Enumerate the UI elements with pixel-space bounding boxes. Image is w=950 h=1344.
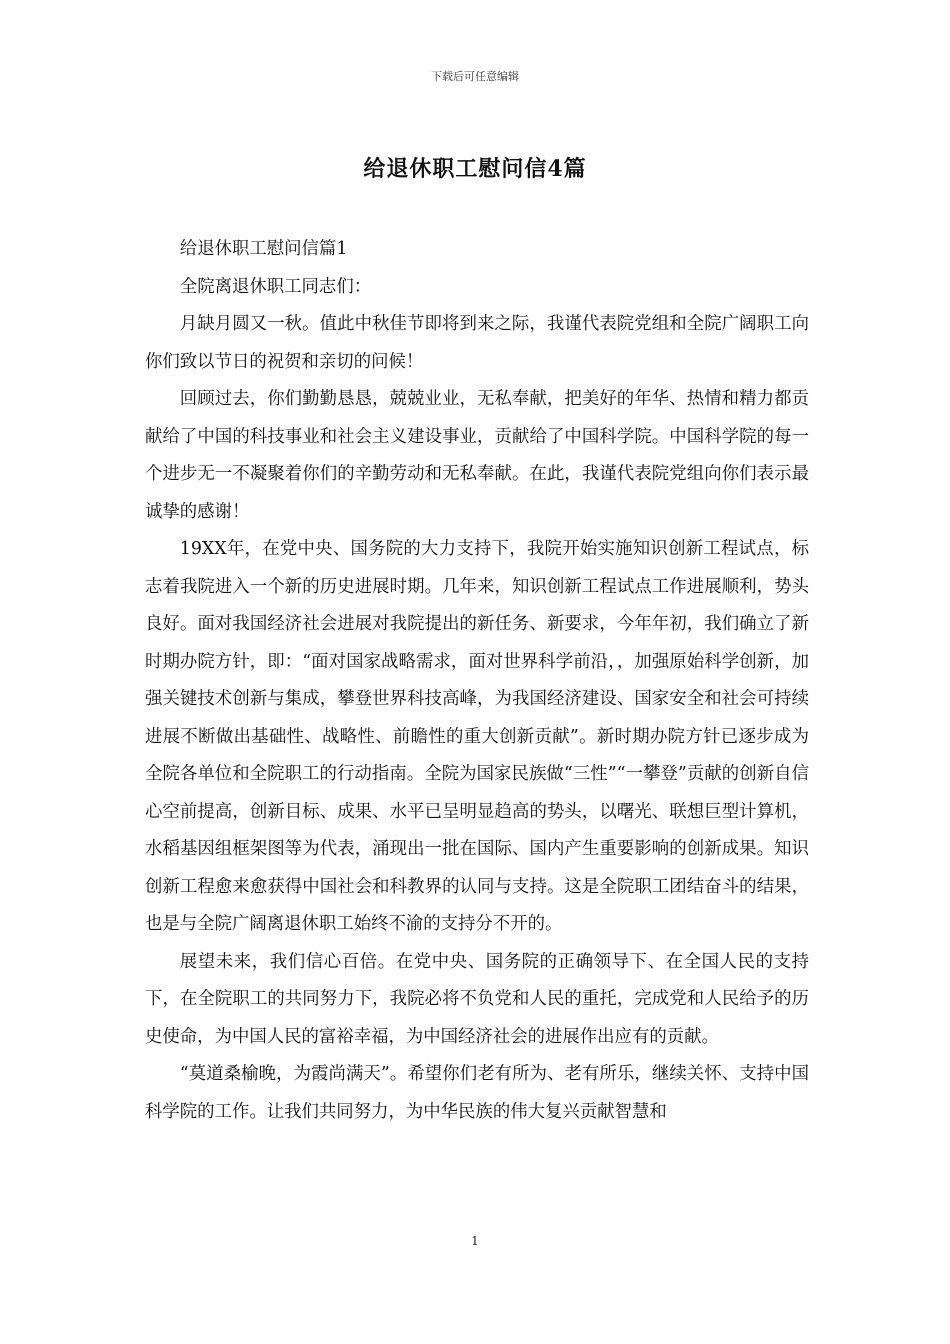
document-title: 给退休职工慰问信4篇 [363,156,587,182]
document-body [145,231,809,1131]
body-paragraph: 回顾过去，你们勤勤恳恳，兢兢业业，无私奉献，把美好的年华、热情和精力都贡献给了中国的科技事业和社会主义建设事业，贡献给了中国科学院。中国科学院的每一个进步无一不凝聚着你们的辛勤劳动和无私奉献。在此，我谨代表院党组向你们表示最诚挚的感谢！ [145,389,809,522]
page-header-note: 下载后可任意编辑 [431,70,519,83]
body-paragraph: 月缺月圆又一秋。值此中秋佳节即将到来之际，我谨代表院党组和全院广阔职工向你们致以节日的祝贺和亲切的问候！ [145,314,809,372]
page-number: 1 [471,1234,479,1248]
section-heading: 给退休职工慰问信篇1 [179,239,348,259]
body-paragraph: “莫道桑榆晚，为霞尚满天”。希望你们老有所为、老有所乐，继续关怀、支持中国科学院的工作。让我们共同努力，为中华民族的伟大复兴贡献智慧和 [145,1064,809,1122]
body-paragraph: 展望未来，我们信心百倍。在党中央、国务院的正确领导下、在全国人民的支持下，在全院职工的共同努力下，我院必将不负党和人民的重托，完成党和人民给予的历史使命，为中国人民的富裕幸福，为中国经济社会的进展作出应有的贡献。 [145,951,809,1047]
body-paragraph: 19XX年，在党中央、国务院的大力支持下，我院开始实施知识创新工程试点，标志着我院进入一个新的历史进展时期。几年来，知识创新工程试点工作进展顺利，势头良好。面对我国经济社会进展对我院提出的新任务、新要求，今年年初，我们确立了新时期办院方针，即：“面对国家战略需求，面对世界科学前沿，，加强原始科学创新，加强关键技术创新与集成，攀登世界科技高峰，为我国经济建设、国家安全和社会可持续进展不断做出基础性、战略性、前瞻性的重大创新贡献”。新时期办院方针已逐步成为全院各单位和全院职工的行动指南。全院为国家民族做“三性”“一攀登”贡献的创新自信心空前提高，创新目标、成果、水平已呈明显趋高的势头，以曙光、联想巨型计算机，水稻基因组框架图等为代表，涌现出一批在国际、国内产生重要影响的创新成果。知识创新工程愈来愈获得中国社会和科教界的认同与支持。这是全院职工团结奋斗的结果，也是与全院广阔离退休职工始终不渝的支持分不开的。 [145,539,809,934]
salutation: 全院离退休职工同志们： [179,276,372,297]
